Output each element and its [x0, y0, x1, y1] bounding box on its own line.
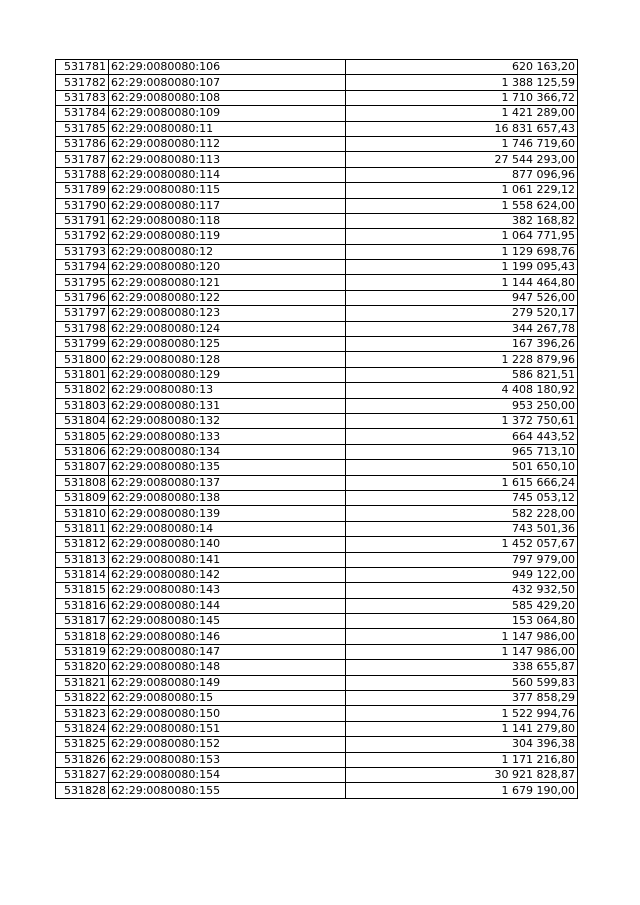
row-number-cell: 531811	[56, 521, 109, 536]
table-row	[56, 60, 578, 75]
row-number-cell: 531818	[56, 629, 109, 644]
cadastral-value-cell: 4 408 180,92	[346, 383, 578, 398]
cadastral-value-cell: 620 163,20	[346, 60, 578, 75]
cadastral-number-cell: 62:29:0080080:153	[109, 752, 346, 767]
row-number-cell: 531822	[56, 691, 109, 706]
cadastral-number-cell: 62:29:0080080:113	[109, 152, 346, 167]
cadastral-value-cell: 1 710 366,72	[346, 90, 578, 105]
table-row	[56, 398, 578, 413]
cadastral-value-cell: 432 932,50	[346, 583, 578, 598]
cadastral-number-cell: 62:29:0080080:138	[109, 490, 346, 505]
row-number-cell: 531809	[56, 490, 109, 505]
row-number-cell: 531781	[56, 60, 109, 75]
row-number-cell: 531782	[56, 75, 109, 90]
cadastral-value-cell: 304 396,38	[346, 737, 578, 752]
table-row	[56, 213, 578, 228]
cadastral-number-cell: 62:29:0080080:14	[109, 521, 346, 536]
cadastral-number-cell: 62:29:0080080:154	[109, 767, 346, 782]
cadastral-value-cell: 1 171 216,80	[346, 752, 578, 767]
cadastral-number-cell: 62:29:0080080:112	[109, 136, 346, 151]
table-row	[56, 644, 578, 659]
cadastral-value-cell: 1 522 994,76	[346, 706, 578, 721]
cadastral-number-cell: 62:29:0080080:12	[109, 244, 346, 259]
cadastral-number-cell: 62:29:0080080:147	[109, 644, 346, 659]
cadastral-value-cell: 167 396,26	[346, 337, 578, 352]
cadastral-value-cell: 1 141 279,80	[346, 721, 578, 736]
cadastral-number-cell: 62:29:0080080:145	[109, 614, 346, 629]
row-number-cell: 531794	[56, 260, 109, 275]
row-number-cell: 531799	[56, 337, 109, 352]
cadastral-value-cell: 1 199 095,43	[346, 260, 578, 275]
table-row	[56, 783, 578, 798]
cadastral-number-cell: 62:29:0080080:150	[109, 706, 346, 721]
cadastral-number-cell: 62:29:0080080:139	[109, 506, 346, 521]
cadastral-number-cell: 62:29:0080080:124	[109, 321, 346, 336]
table-row	[56, 337, 578, 352]
row-number-cell: 531801	[56, 367, 109, 382]
table-row	[56, 567, 578, 582]
cadastral-number-cell: 62:29:0080080:152	[109, 737, 346, 752]
row-number-cell: 531797	[56, 306, 109, 321]
table-row	[56, 706, 578, 721]
row-number-cell: 531807	[56, 460, 109, 475]
table-row	[56, 136, 578, 151]
cadastral-value-cell: 743 501,36	[346, 521, 578, 536]
cadastral-value-cell: 1 064 771,95	[346, 229, 578, 244]
table-row	[56, 521, 578, 536]
cadastral-number-cell: 62:29:0080080:141	[109, 552, 346, 567]
row-number-cell: 531828	[56, 783, 109, 798]
cadastral-number-cell: 62:29:0080080:108	[109, 90, 346, 105]
row-number-cell: 531808	[56, 475, 109, 490]
cadastral-number-cell: 62:29:0080080:11	[109, 121, 346, 136]
table-row	[56, 90, 578, 105]
cadastral-value-cell: 953 250,00	[346, 398, 578, 413]
row-number-cell: 531823	[56, 706, 109, 721]
cadastral-value-cell: 1 147 986,00	[346, 644, 578, 659]
row-number-cell: 531814	[56, 567, 109, 582]
row-number-cell: 531795	[56, 275, 109, 290]
cadastral-number-cell: 62:29:0080080:148	[109, 660, 346, 675]
cadastral-number-cell: 62:29:0080080:137	[109, 475, 346, 490]
cadastral-number-cell: 62:29:0080080:106	[109, 60, 346, 75]
table-row	[56, 106, 578, 121]
cadastral-value-cell: 1 228 879,96	[346, 352, 578, 367]
cadastral-value-cell: 344 267,78	[346, 321, 578, 336]
row-number-cell: 531783	[56, 90, 109, 105]
cadastral-value-table	[55, 59, 578, 799]
row-number-cell: 531802	[56, 383, 109, 398]
cadastral-value-cell: 947 526,00	[346, 290, 578, 305]
table-row	[56, 537, 578, 552]
table-row	[56, 506, 578, 521]
table-row	[56, 475, 578, 490]
row-number-cell: 531821	[56, 675, 109, 690]
cadastral-value-cell: 279 520,17	[346, 306, 578, 321]
cadastral-value-cell: 30 921 828,87	[346, 767, 578, 782]
row-number-cell: 531787	[56, 152, 109, 167]
cadastral-number-cell: 62:29:0080080:125	[109, 337, 346, 352]
table-row	[56, 152, 578, 167]
cadastral-value-cell: 153 064,80	[346, 614, 578, 629]
cadastral-value-cell: 16 831 657,43	[346, 121, 578, 136]
table-row	[56, 752, 578, 767]
cadastral-value-cell: 797 979,00	[346, 552, 578, 567]
row-number-cell: 531812	[56, 537, 109, 552]
table-row	[56, 629, 578, 644]
table-row	[56, 367, 578, 382]
table-row	[56, 691, 578, 706]
cadastral-number-cell: 62:29:0080080:120	[109, 260, 346, 275]
cadastral-value-cell: 1 129 698,76	[346, 244, 578, 259]
table-row	[56, 490, 578, 505]
cadastral-value-cell: 501 650,10	[346, 460, 578, 475]
table-row	[56, 75, 578, 90]
table-row	[56, 583, 578, 598]
cadastral-value-cell: 1 372 750,61	[346, 413, 578, 428]
table-body	[56, 60, 578, 799]
row-number-cell: 531789	[56, 183, 109, 198]
table-row	[56, 721, 578, 736]
cadastral-value-cell: 377 858,29	[346, 691, 578, 706]
cadastral-number-cell: 62:29:0080080:155	[109, 783, 346, 798]
row-number-cell: 531820	[56, 660, 109, 675]
cadastral-value-cell: 745 053,12	[346, 490, 578, 505]
cadastral-number-cell: 62:29:0080080:140	[109, 537, 346, 552]
table-row	[56, 306, 578, 321]
cadastral-value-cell: 1 144 464,80	[346, 275, 578, 290]
cadastral-value-cell: 585 429,20	[346, 598, 578, 613]
cadastral-number-cell: 62:29:0080080:132	[109, 413, 346, 428]
row-number-cell: 531793	[56, 244, 109, 259]
cadastral-value-cell: 1 061 229,12	[346, 183, 578, 198]
cadastral-number-cell: 62:29:0080080:117	[109, 198, 346, 213]
cadastral-number-cell: 62:29:0080080:129	[109, 367, 346, 382]
row-number-cell: 531804	[56, 413, 109, 428]
table-row	[56, 229, 578, 244]
cadastral-value-cell: 1 147 986,00	[346, 629, 578, 644]
cadastral-value-cell: 382 168,82	[346, 213, 578, 228]
cadastral-number-cell: 62:29:0080080:122	[109, 290, 346, 305]
table-row	[56, 321, 578, 336]
table-row	[56, 383, 578, 398]
table-row	[56, 413, 578, 428]
row-number-cell: 531825	[56, 737, 109, 752]
row-number-cell: 531796	[56, 290, 109, 305]
cadastral-value-cell: 877 096,96	[346, 167, 578, 182]
row-number-cell: 531810	[56, 506, 109, 521]
table-row	[56, 183, 578, 198]
table-row	[56, 352, 578, 367]
row-number-cell: 531826	[56, 752, 109, 767]
cadastral-number-cell: 62:29:0080080:115	[109, 183, 346, 198]
row-number-cell: 531824	[56, 721, 109, 736]
table-row	[56, 275, 578, 290]
row-number-cell: 531806	[56, 444, 109, 459]
row-number-cell: 531816	[56, 598, 109, 613]
row-number-cell: 531805	[56, 429, 109, 444]
cadastral-number-cell: 62:29:0080080:15	[109, 691, 346, 706]
cadastral-value-cell: 27 544 293,00	[346, 152, 578, 167]
cadastral-number-cell: 62:29:0080080:119	[109, 229, 346, 244]
cadastral-number-cell: 62:29:0080080:135	[109, 460, 346, 475]
row-number-cell: 531798	[56, 321, 109, 336]
cadastral-number-cell: 62:29:0080080:107	[109, 75, 346, 90]
cadastral-number-cell: 62:29:0080080:151	[109, 721, 346, 736]
cadastral-value-cell: 1 746 719,60	[346, 136, 578, 151]
cadastral-value-cell: 1 615 666,24	[346, 475, 578, 490]
cadastral-value-cell: 560 599,83	[346, 675, 578, 690]
table-row	[56, 244, 578, 259]
cadastral-number-cell: 62:29:0080080:114	[109, 167, 346, 182]
cadastral-number-cell: 62:29:0080080:13	[109, 383, 346, 398]
cadastral-number-cell: 62:29:0080080:123	[109, 306, 346, 321]
cadastral-value-cell: 1 421 289,00	[346, 106, 578, 121]
cadastral-number-cell: 62:29:0080080:144	[109, 598, 346, 613]
row-number-cell: 531786	[56, 136, 109, 151]
table-row	[56, 429, 578, 444]
cadastral-number-cell: 62:29:0080080:133	[109, 429, 346, 444]
table-row	[56, 121, 578, 136]
cadastral-number-cell: 62:29:0080080:146	[109, 629, 346, 644]
cadastral-number-cell: 62:29:0080080:143	[109, 583, 346, 598]
table-row	[56, 444, 578, 459]
row-number-cell: 531785	[56, 121, 109, 136]
cadastral-value-cell: 582 228,00	[346, 506, 578, 521]
cadastral-value-cell: 664 443,52	[346, 429, 578, 444]
cadastral-number-cell: 62:29:0080080:149	[109, 675, 346, 690]
cadastral-value-cell: 965 713,10	[346, 444, 578, 459]
row-number-cell: 531791	[56, 213, 109, 228]
cadastral-number-cell: 62:29:0080080:121	[109, 275, 346, 290]
table-row	[56, 260, 578, 275]
cadastral-value-cell: 1 452 057,67	[346, 537, 578, 552]
row-number-cell: 531790	[56, 198, 109, 213]
table-row	[56, 290, 578, 305]
cadastral-value-cell: 1 679 190,00	[346, 783, 578, 798]
table-row	[56, 614, 578, 629]
cadastral-number-cell: 62:29:0080080:131	[109, 398, 346, 413]
cadastral-value-cell: 1 558 624,00	[346, 198, 578, 213]
cadastral-value-cell: 338 655,87	[346, 660, 578, 675]
cadastral-number-cell: 62:29:0080080:142	[109, 567, 346, 582]
table-row	[56, 660, 578, 675]
table-row	[56, 767, 578, 782]
cadastral-value-cell: 949 122,00	[346, 567, 578, 582]
row-number-cell: 531803	[56, 398, 109, 413]
cadastral-number-cell: 62:29:0080080:118	[109, 213, 346, 228]
cadastral-number-cell: 62:29:0080080:134	[109, 444, 346, 459]
table-row	[56, 198, 578, 213]
table-row	[56, 460, 578, 475]
row-number-cell: 531784	[56, 106, 109, 121]
cadastral-number-cell: 62:29:0080080:109	[109, 106, 346, 121]
row-number-cell: 531819	[56, 644, 109, 659]
row-number-cell: 531800	[56, 352, 109, 367]
table-row	[56, 552, 578, 567]
cadastral-number-cell: 62:29:0080080:128	[109, 352, 346, 367]
row-number-cell: 531788	[56, 167, 109, 182]
table-row	[56, 598, 578, 613]
row-number-cell: 531817	[56, 614, 109, 629]
row-number-cell: 531792	[56, 229, 109, 244]
row-number-cell: 531827	[56, 767, 109, 782]
table-row	[56, 737, 578, 752]
cadastral-value-cell: 1 388 125,59	[346, 75, 578, 90]
row-number-cell: 531813	[56, 552, 109, 567]
table-row	[56, 675, 578, 690]
table-row	[56, 167, 578, 182]
cadastral-value-cell: 586 821,51	[346, 367, 578, 382]
row-number-cell: 531815	[56, 583, 109, 598]
